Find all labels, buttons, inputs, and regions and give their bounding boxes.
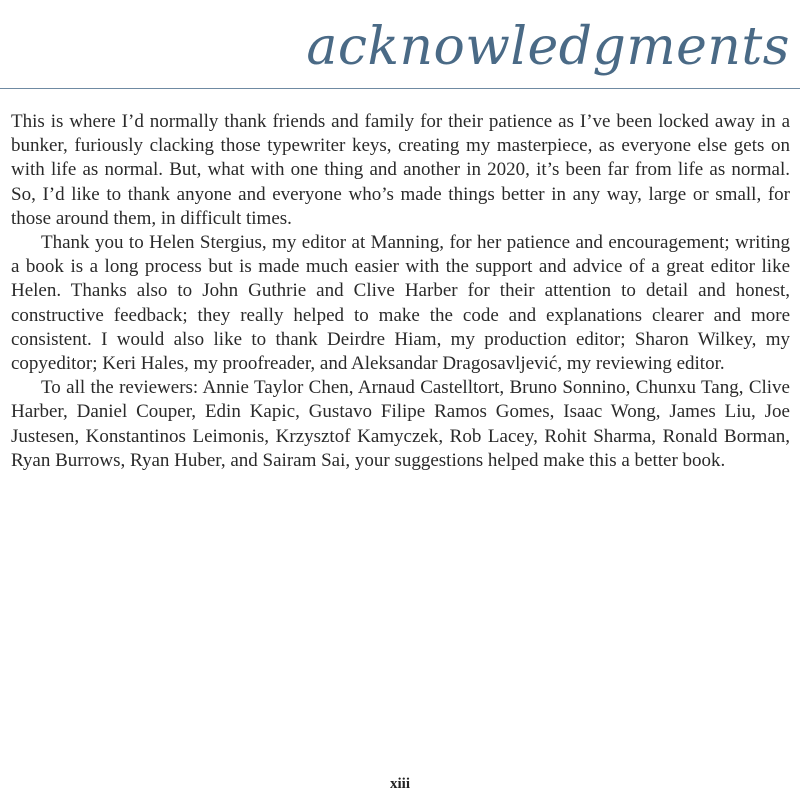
- page-number: xiii: [389, 776, 410, 792]
- paragraph-intro: This is where I’d normally thank friends and family for their patience as I’ve been locked away in a bunker, furiously clacking those typewriter keys, creating my masterpiece, as everyone else gets on with life as normal. But, what with one thing and another in 2020, it’s been far from life as normal. So, I’d like to thank anyone and everyone who’s made things better in any way, large or small, for those around them, in difficult times.: [11, 111, 790, 229]
- paragraph-editors: Thank you to Helen Stergius, my editor at Manning, for her patience and encouragement; writing a book is a long process but is made much easier with the support and advice of a great editor like Helen. Thanks also to John Guthrie and Clive Harber for their attention to detail and honest, constructive feedback; they really helped to make the code and explanations clearer and more consistent. I would also like to thank Deirdre Hiam, my production editor; Sharon Wilkey, my copyeditor; Keri Hales, my proofreader, and Aleksandar Dragosavljević, my reviewing editor.: [11, 232, 790, 375]
- paragraph-reviewers: To all the reviewers: Annie Taylor Chen, Arnaud Castelltort, Bruno Sonnino, Chunxu Tang, Clive Harber, Daniel Couper, Edin Kapic, Gustavo Filipe Ramos Gomes, Isaac Wong, James Liu, Joe Justesen, Konstantinos Leimonis, Krzysztof Kamyczek, Rob Lacey, Rohit Sharma, Ronald Borman, Ryan Burrows, Ryan Huber, and Sairam Sai, your suggestions helped make this a better book.: [11, 377, 790, 471]
- title-rule: [0, 88, 800, 89]
- body-text: [11, 110, 790, 473]
- chapter-title: acknowledgments: [306, 17, 790, 77]
